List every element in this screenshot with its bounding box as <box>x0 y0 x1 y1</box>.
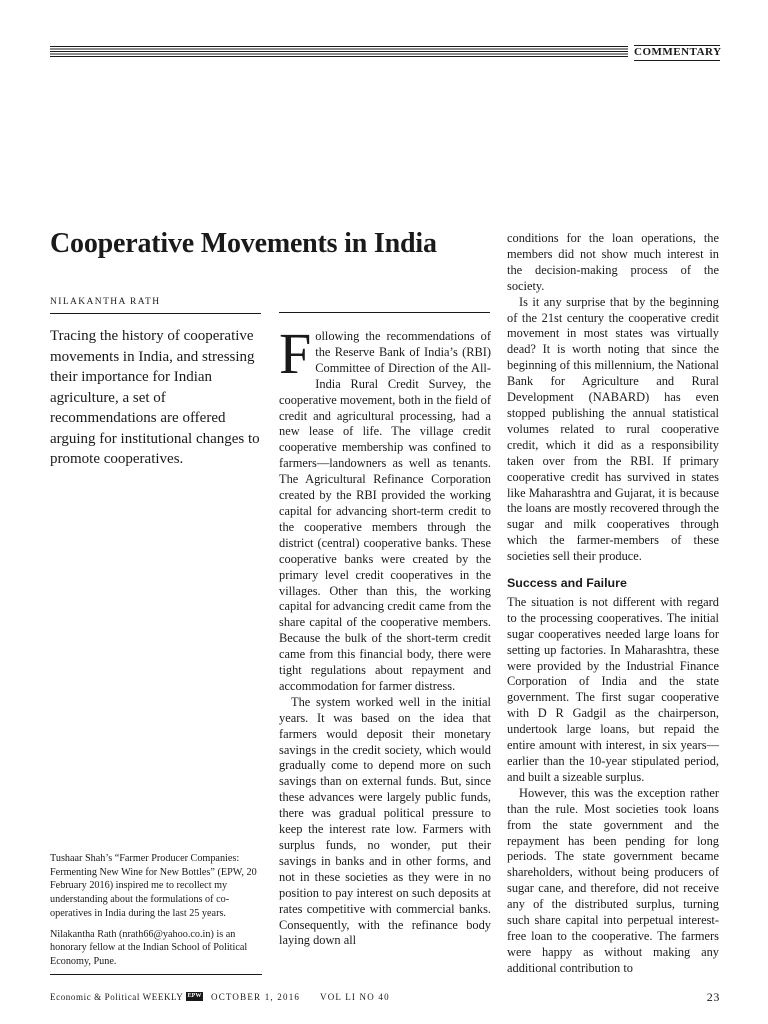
article-title: Cooperative Movements in India <box>50 228 437 259</box>
header-rule <box>50 46 628 58</box>
paragraph: However, this was the exception rather than the rule. Most societies took loans from the state government and the repayment has been pending for long periods. The state government became shareholders, without being producers of sugar cane, and therefore, did not receive any of the distributed surplus, turning such share capital into perpetual interest-free loan to the cooperative. The farmers were happy as without making any additional contribution to <box>507 785 719 975</box>
epw-logo: EPW <box>187 993 202 999</box>
issue-volume: VOL LI NO 40 <box>320 992 390 1002</box>
section-heading: Success and Failure <box>507 576 627 591</box>
issue-date: OCTOBER 1, 2016 <box>211 992 301 1002</box>
paragraph: The system worked well in the initial years. It was based on the idea that farmers would deposit their monetary savings in the credit society, which would gradually come to depend more on such savings than on external funds. But, since these advances were largely public funds, there was gradual political pressure to keep the interest rate low. Farmers with surplus funds, no wonder, put their savings in banks and in other forms, and not in these societies as they were in no position to pay interest on such deposits at rates competitive with commercial banks. Consequently, with the refinance body laying down all <box>279 694 491 948</box>
body-column-1 <box>279 321 491 949</box>
paragraph: ollowing the recommendations of the Reserve Bank of India’s (RBI) Committee of Direction of the All-India Rural Credit Survey, the cooperative movement, both in the field of credit and agricultural processing, had a new lease of life. The village credit cooperative membership was confined to farmers—landowners as well as tenants. The Agricultural Refinance Corporation created by the RBI provided the working capital for advancing short-term credit to the cooperative members through the district (central) cooperative banks. These cooperative banks were created by the primary level credit cooperatives in the villages. Other than this, the working capital for advancing credit came from the share capital of the cooperative members. Because the bulk of the short-term credit came from this financial body, there were tight regulations about repayment and accommodation for farmer distress. <box>279 329 491 693</box>
footnote-rule <box>50 974 262 975</box>
footnote-inspiration: Tushaar Shah’s “Farmer Producer Companies: Fermenting New Wine for New Bottles” (EPW, 20 February 2016) inspired me to recollect my understanding about the formulations of co-operatives in India during the last 25 years. <box>50 853 257 919</box>
column-rule <box>279 312 490 313</box>
page-footer <box>50 990 720 1004</box>
section-label: COMMENTARY <box>634 45 720 61</box>
paragraph: Is it any surprise that by the beginning of the 21st century the cooperative credit movement in most states was virtually dead? It is worth noting that since the beginning of this millennium, the National Bank for Agriculture and Rural Development (NABARD) has even stopped publishing the annual statistical volumes related to rural cooperative credit, which it did as a responsibility taken over from the RBI. If primary cooperative credit has survived in states like Maharashtra and Gujarat, it is because the loans are mostly recovered through the sugar and milk cooperatives through which the farmer-members of these societies sell their produce. <box>507 294 719 564</box>
paragraph: conditions for the loan operations, the members did not show much interest in the decision-making process of the society. <box>507 231 719 293</box>
body-column-2 <box>507 231 719 977</box>
footnote-affiliation: Nilakantha Rath (nrath66@yahoo.co.in) is an honorary fellow at the Indian School of Political Economy, Pune. <box>50 928 248 967</box>
author-name: NILAKANTHA RATH <box>50 297 261 314</box>
author-footnote <box>50 852 262 976</box>
page-number: 23 <box>706 990 720 1004</box>
drop-cap: F <box>279 321 312 386</box>
paragraph: The situation is not different with regard to the processing cooperatives. The initial sugar cooperatives needed large loans for setting up factories. In Maharashtra, these were provided by the Industrial Finance Corporation of India and the state government. The first sugar cooperative with D R Gadgil as the chairperson, undertook large loans, but repaid the entire amount with interest, in six years—earlier than the 10-year stipulated period, and built a sizeable surplus. <box>507 594 719 784</box>
abstract: Tracing the history of cooperative movements in India, and stressing their importance for Indian agriculture, a set of recommendations are offered arguing for institutional changes to promote cooperatives. <box>50 328 260 467</box>
journal-name: Economic & Political WEEKLY <box>50 992 184 1002</box>
